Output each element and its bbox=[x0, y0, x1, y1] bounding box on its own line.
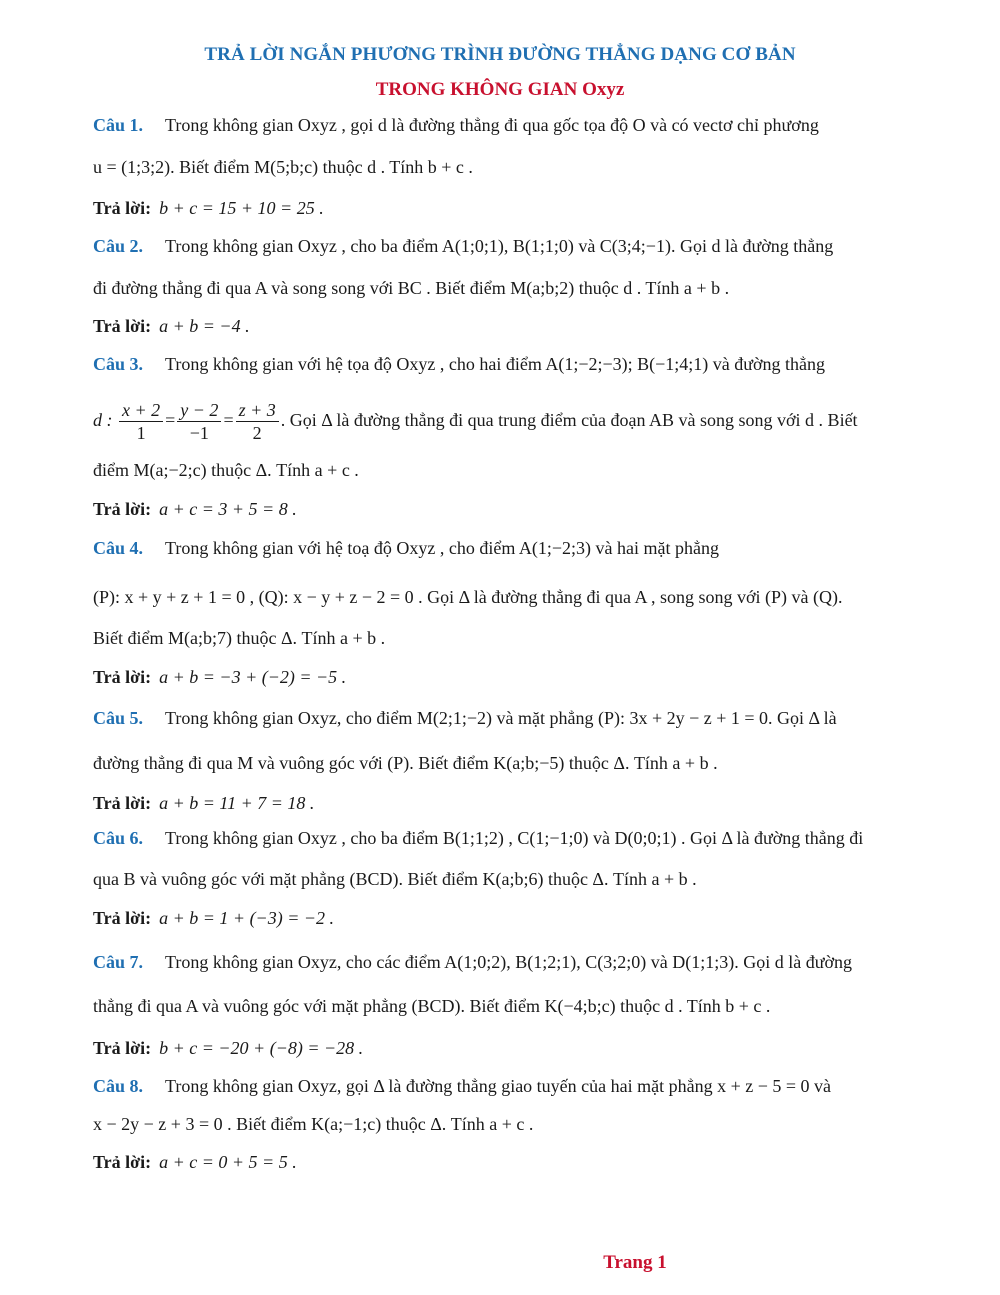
answer-3 bbox=[93, 497, 953, 521]
question-text: Trong không gian với hệ tọa độ Oxyz , cho hai điểm A(1;−2;−3); B(−1;4;1) và đường thẳng bbox=[165, 354, 826, 374]
answer-value: a + c = 3 + 5 = 8 . bbox=[159, 499, 297, 519]
answer-2 bbox=[93, 314, 953, 338]
question-6-line-2: qua B và vuông góc với mặt phẳng (BCD). Biết điểm K(a;b;6) thuộc Δ. Tính a + b . bbox=[93, 869, 697, 889]
question-label: Câu 1. bbox=[93, 115, 144, 135]
answer-value: a + b = −3 + (−2) = −5 . bbox=[159, 667, 347, 687]
question-text: Trong không gian Oxyz, gọi Δ là đường thẳng giao tuyến của hai mặt phẳng x + z − 5 = 0 và bbox=[165, 1076, 832, 1096]
line-equation-label: d : bbox=[93, 410, 113, 430]
question-label: Câu 6. bbox=[93, 828, 144, 848]
question-text: Trong không gian với hệ toạ độ Oxyz , cho điểm A(1;−2;3) và hai mặt phẳng bbox=[165, 538, 719, 558]
question-3-line-1 bbox=[93, 352, 953, 376]
question-1-line-1 bbox=[93, 113, 953, 137]
answer-value: a + b = 11 + 7 = 18 . bbox=[159, 793, 315, 813]
question-label: Câu 4. bbox=[93, 538, 144, 558]
question-7-line-1 bbox=[93, 950, 953, 974]
answer-label: Trả lời: bbox=[93, 908, 152, 928]
answer-value: a + c = 0 + 5 = 5 . bbox=[159, 1152, 297, 1172]
denominator: 2 bbox=[252, 423, 262, 444]
question-label: Câu 8. bbox=[93, 1076, 144, 1096]
numerator: z + 3 bbox=[236, 399, 279, 422]
question-6-line-1 bbox=[93, 826, 953, 850]
fraction-x bbox=[119, 399, 163, 444]
answer-value: b + c = −20 + (−8) = −28 . bbox=[159, 1038, 364, 1058]
question-5-line-1 bbox=[93, 706, 953, 730]
question-2-line-2: đi đường thẳng đi qua A và song song với BC . Biết điểm M(a;b;2) thuộc d . Tính a + b . bbox=[93, 278, 730, 298]
answer-4 bbox=[93, 665, 953, 689]
question-8-line-2: x − 2y − z + 3 = 0 . Biết điểm K(a;−1;c) thuộc Δ. Tính a + c . bbox=[93, 1114, 534, 1134]
answer-label: Trả lời: bbox=[93, 316, 152, 336]
answer-label: Trả lời: bbox=[93, 198, 152, 218]
answer-value: a + b = −4 . bbox=[159, 316, 250, 336]
question-text: Trong không gian Oxyz, cho điểm M(2;1;−2) và mặt phẳng (P): 3x + 2y − z + 1 = 0. Gọi Δ là bbox=[165, 708, 837, 728]
question-4-line-1 bbox=[93, 536, 953, 560]
numerator: y − 2 bbox=[177, 399, 221, 422]
answer-label: Trả lời: bbox=[93, 499, 152, 519]
answer-5 bbox=[93, 791, 953, 815]
question-label: Câu 2. bbox=[93, 236, 144, 256]
question-text: Trong không gian Oxyz , gọi d là đường thẳng đi qua gốc tọa độ O và có vectơ chỉ phương bbox=[165, 115, 819, 135]
answer-1 bbox=[93, 196, 953, 220]
fraction-y bbox=[177, 399, 221, 444]
question-3-line-3: điểm M(a;−2;c) thuộc Δ. Tính a + c . bbox=[93, 460, 359, 480]
question-text: . Gọi Δ là đường thẳng đi qua trung điểm của đoạn AB và song song với d . Biết bbox=[280, 410, 858, 430]
page-number: Trang 1 bbox=[603, 1252, 667, 1273]
answer-label: Trả lời: bbox=[93, 793, 152, 813]
denominator: 1 bbox=[136, 423, 146, 444]
fraction-z bbox=[236, 399, 279, 444]
answer-8 bbox=[93, 1150, 953, 1174]
question-8-line-1 bbox=[93, 1074, 953, 1098]
question-label: Câu 7. bbox=[93, 952, 144, 972]
question-4-line-2: (P): x + y + z + 1 = 0 , (Q): x − y + z − 2 = 0 . Gọi Δ là đường thẳng đi qua A , song song với (P) và (Q). bbox=[93, 587, 843, 607]
title-line-2: TRONG KHÔNG GIAN Oxyz bbox=[375, 79, 625, 100]
question-text: Trong không gian Oxyz , cho ba điểm B(1;1;2) , C(1;−1;0) và D(0;0;1) . Gọi Δ là đường thẳng đi bbox=[165, 828, 864, 848]
question-4-line-3: Biết điểm M(a;b;7) thuộc Δ. Tính a + b . bbox=[93, 628, 386, 648]
question-label: Câu 5. bbox=[93, 708, 144, 728]
question-3-line-2: d : $\frac{x + 2}{1}$ = $\frac{y - 2}{-1}$ = $\frac{z + 3}{2}$ . Gọi Δ là đường thẳng đi qua trung điểm của đoạn AB và song song với d . Biết bbox=[93, 400, 858, 444]
question-text: Trong không gian Oxyz, cho các điểm A(1;0;2), B(1;2;1), C(3;2;0) và D(1;1;3). Gọi d là đường bbox=[165, 952, 853, 972]
question-2-line-1 bbox=[93, 234, 953, 258]
answer-6 bbox=[93, 906, 953, 930]
numerator: x + 2 bbox=[119, 399, 163, 422]
answer-label: Trả lời: bbox=[93, 1038, 152, 1058]
answer-7 bbox=[93, 1036, 953, 1060]
answer-value: a + b = 1 + (−3) = −2 . bbox=[159, 908, 334, 928]
answer-label: Trả lời: bbox=[93, 667, 152, 687]
question-5-line-2: đường thẳng đi qua M và vuông góc với (P). Biết điểm K(a;b;−5) thuộc Δ. Tính a + b . bbox=[93, 753, 718, 773]
question-1-line-2: u = (1;3;2). Biết điểm M(5;b;c) thuộc d . Tính b + c . bbox=[93, 157, 473, 177]
question-7-line-2: thẳng đi qua A và vuông góc với mặt phẳng (BCD). Biết điểm K(−4;b;c) thuộc d . Tính b + c . bbox=[93, 996, 771, 1016]
answer-label: Trả lời: bbox=[93, 1152, 152, 1172]
answer-value: b + c = 15 + 10 = 25 . bbox=[159, 198, 324, 218]
question-text: Trong không gian Oxyz , cho ba điểm A(1;0;1), B(1;1;0) và C(3;4;−1). Gọi d là đường thẳng bbox=[165, 236, 834, 256]
denominator: −1 bbox=[189, 423, 209, 444]
title-line-1: TRẢ LỜI NGẮN PHƯƠNG TRÌNH ĐƯỜNG THẲNG DẠNG CƠ BẢN bbox=[204, 44, 796, 65]
question-label: Câu 3. bbox=[93, 354, 144, 374]
